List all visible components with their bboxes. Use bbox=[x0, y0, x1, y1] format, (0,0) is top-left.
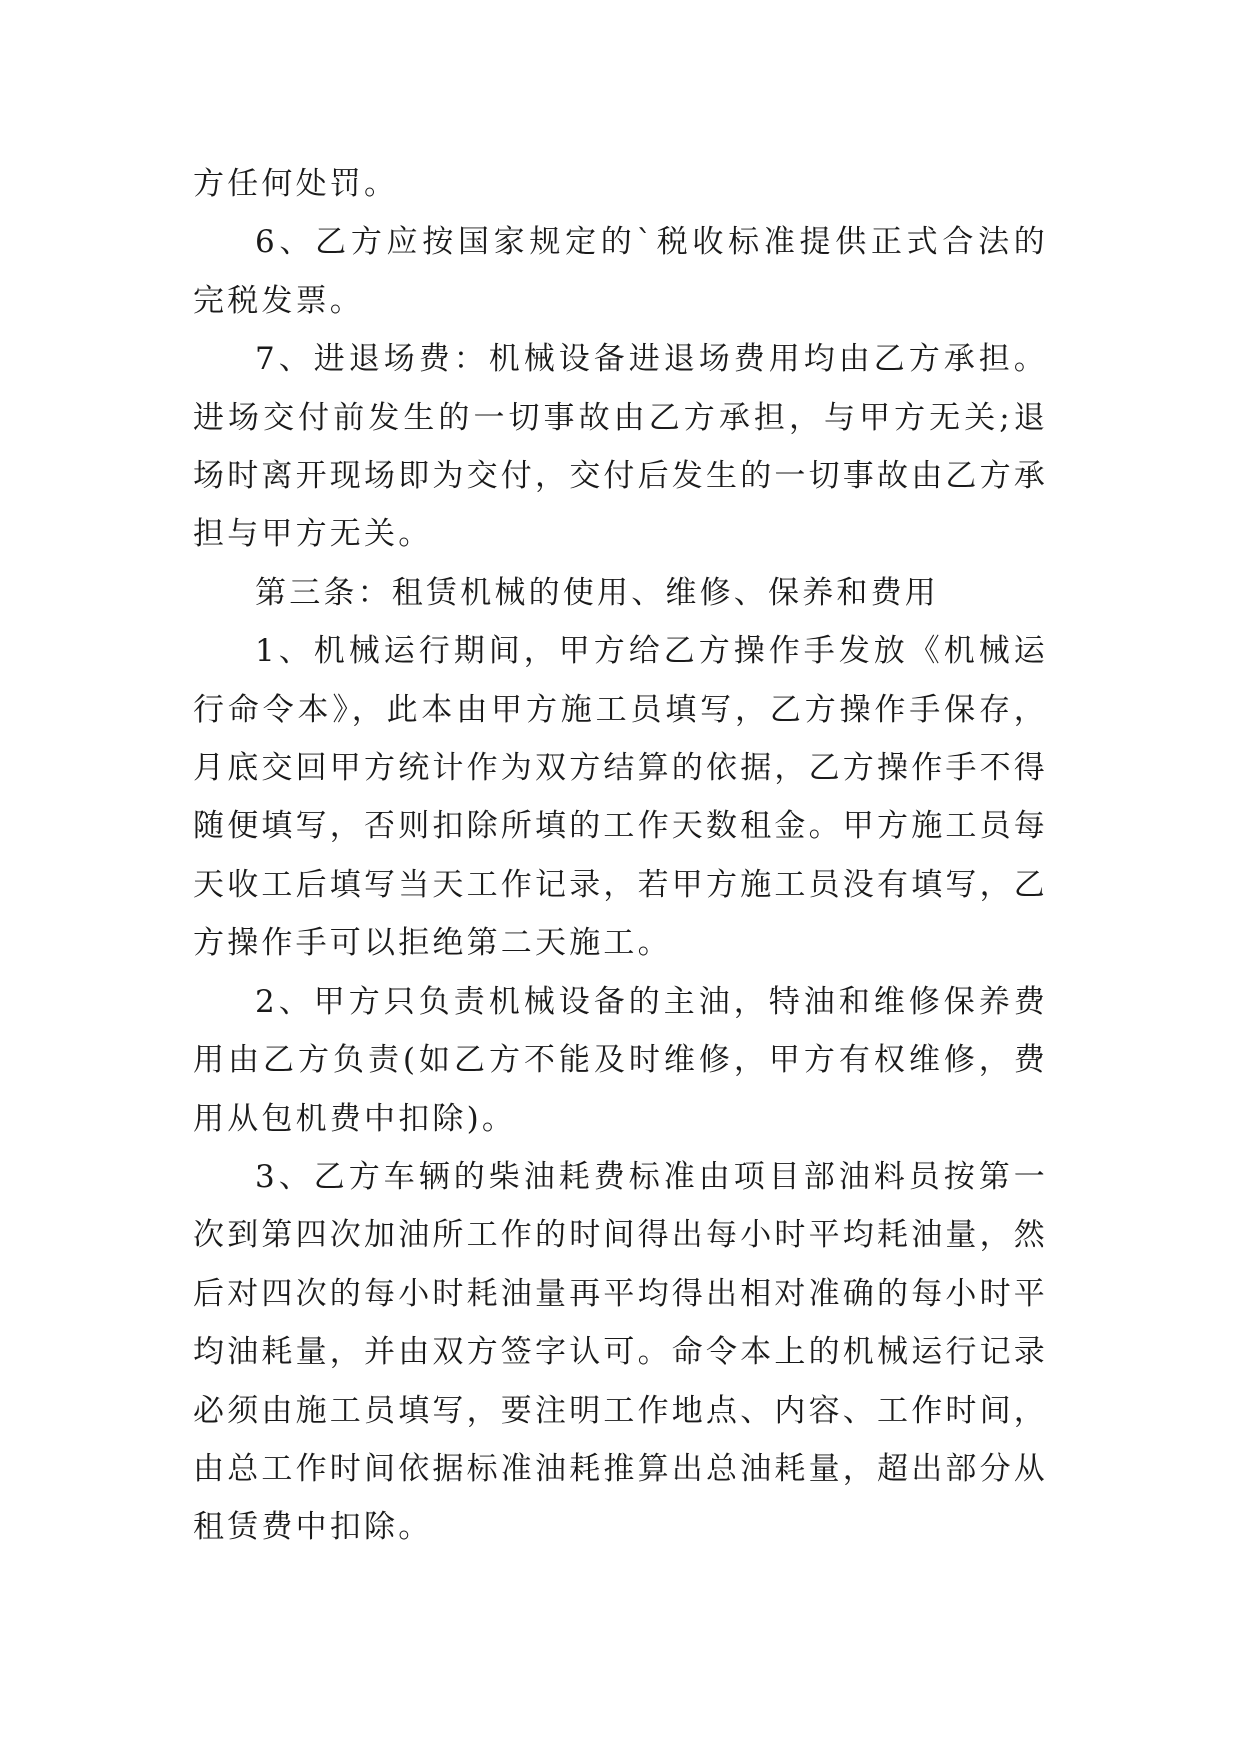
paragraph-continuation: 方任何处罚。 bbox=[193, 166, 399, 202]
paragraph-item-3-diesel-standard: 3、乙方车辆的柴油耗费标准由项目部油料员按第一次到第四次加油所工作的时间得出每小时平均耗油量，然后对四次的每小时耗油量再平均得出相对准确的每小时平均油耗量，并由双方签字认可。命令本上的机械运行记录必须由施工员填写，要注明工作地点、内容、工作时间，由总工作时间依据标准油耗推算出总油耗量，超出部分从租赁费中扣除。 bbox=[193, 1158, 1048, 1546]
paragraph-item-1-operation: 1、机械运行期间，甲方给乙方操作手发放《机械运行命令本》，此本由甲方施工员填写，乙方操作手保存，月底交回甲方统计作为双方结算的依据，乙方操作手不得随便填写，否则扣除所填的工作天数租金。甲方施工员每天收工后填写当天工作记录，若甲方施工员没有填写，乙方操作手可以拒绝第二天施工。 bbox=[193, 633, 1048, 962]
paragraph-item-7-site-fees: 7、进退场费：机械设备进退场费用均由乙方承担。进场交付前发生的一切事故由乙方承担，与甲方无关;退场时离开现场即为交付，交付后发生的一切事故由乙方承担与甲方无关。 bbox=[193, 341, 1048, 553]
paragraph-item-2-fuel-maintenance: 2、甲方只负责机械设备的主油，特油和维修保养费用由乙方负责(如乙方不能及时维修，甲方有权维修，费用从包机费中扣除)。 bbox=[193, 983, 1048, 1137]
document-body bbox=[193, 155, 1048, 1557]
paragraph-item-6-tax-invoice: 6、乙方应按国家规定的`税收标准提供正式合法的完税发票。 bbox=[193, 224, 1048, 319]
section-heading-article-3: 第三条：租赁机械的使用、维修、保养和费用 bbox=[255, 574, 939, 611]
